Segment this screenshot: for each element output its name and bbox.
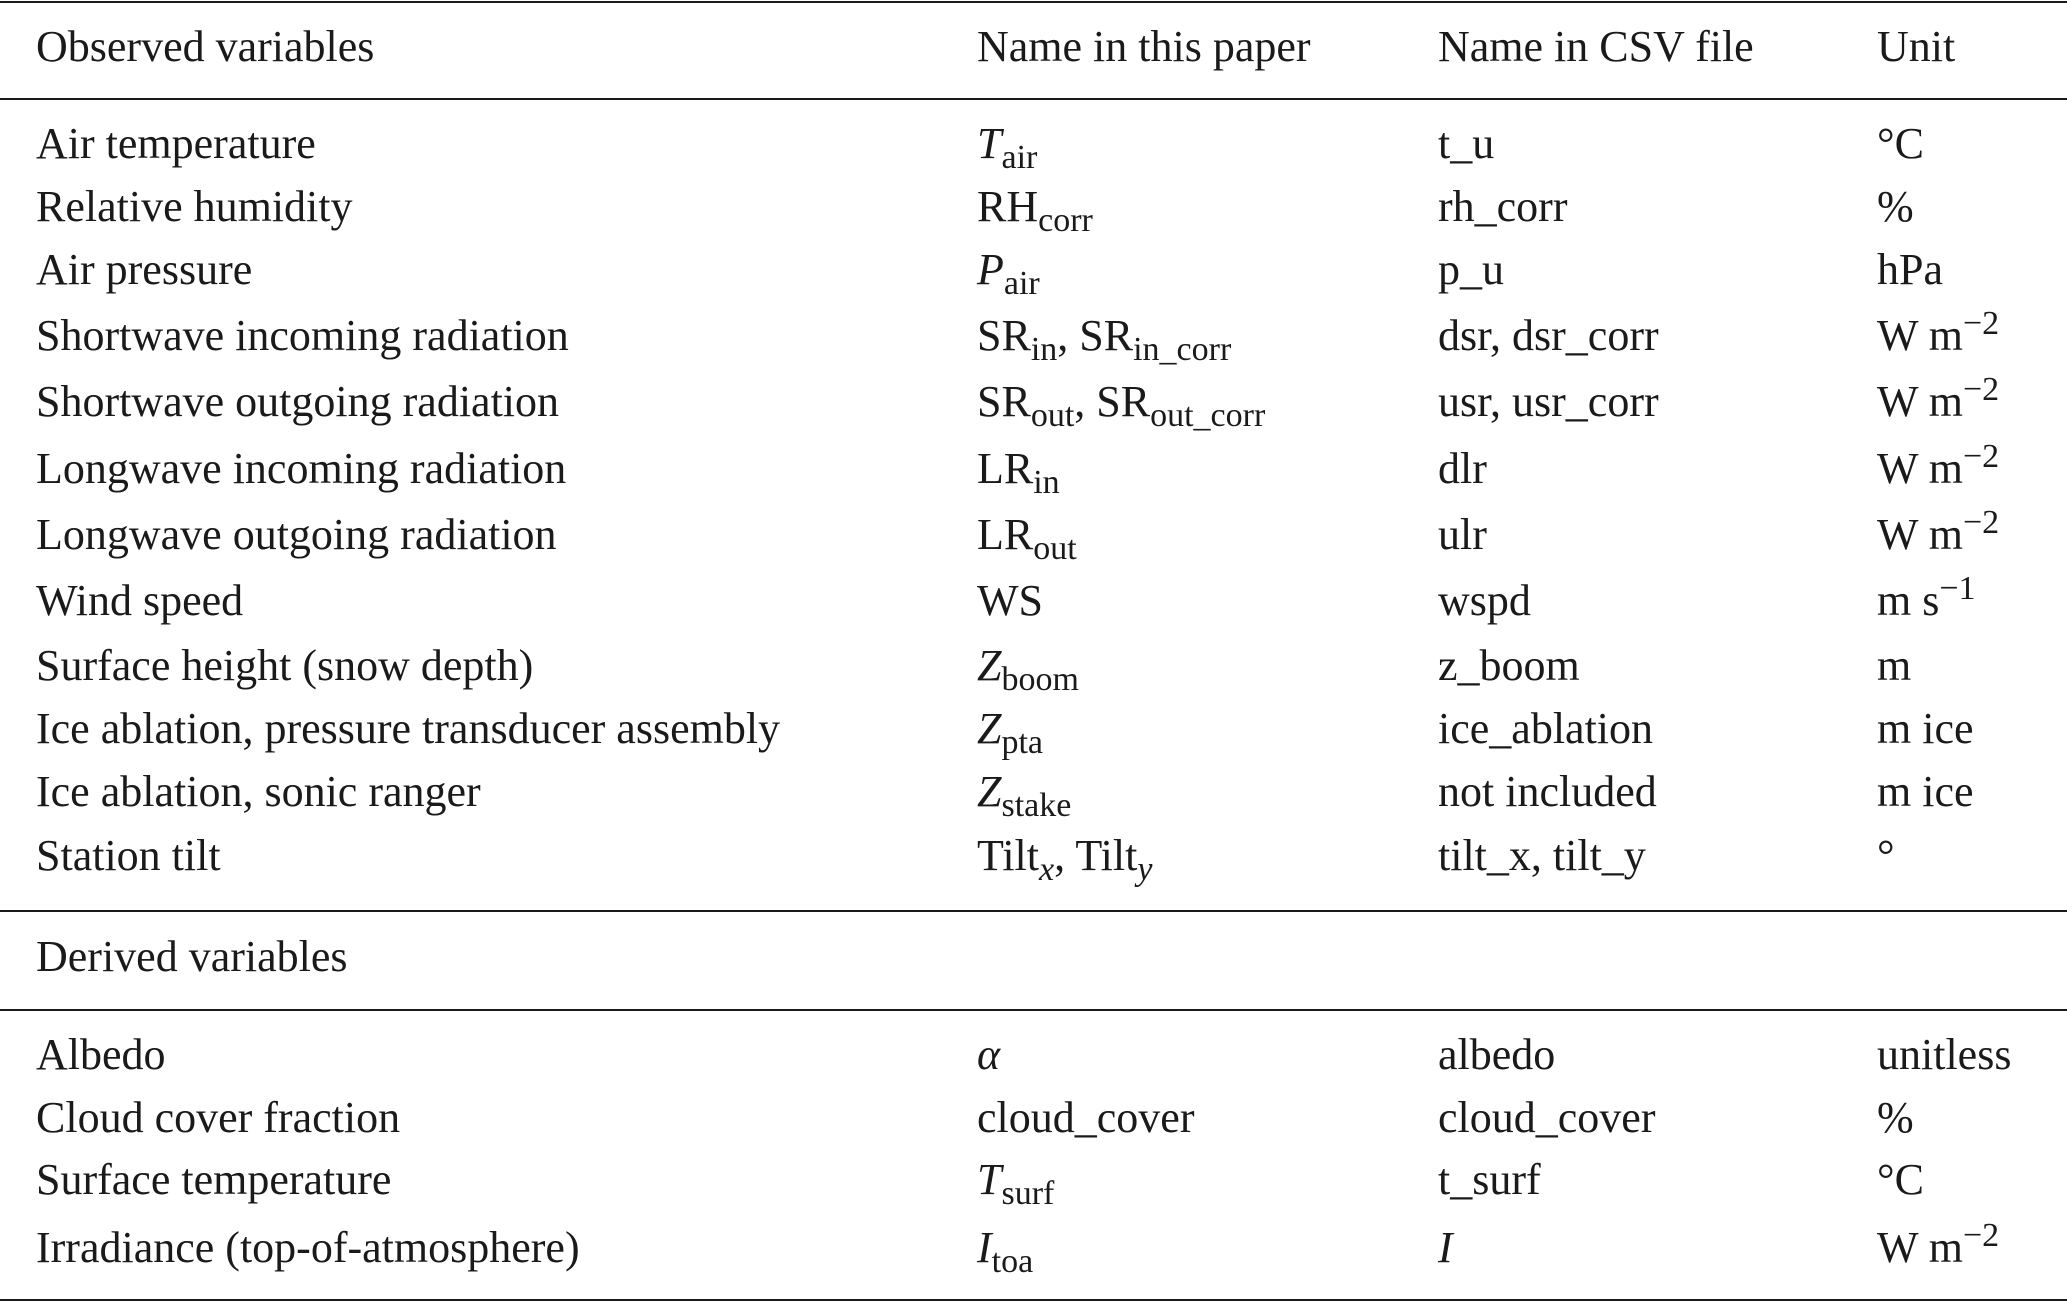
symbol-second: Tilt bbox=[1075, 831, 1138, 880]
paper-symbol bbox=[977, 762, 1071, 822]
csv-name: t_surf bbox=[1438, 1155, 1541, 1204]
unit bbox=[1877, 571, 1976, 631]
table-row bbox=[0, 505, 2067, 565]
unit-exponent: −2 bbox=[1962, 438, 2000, 475]
symbol: I bbox=[977, 1223, 992, 1272]
variable-name: Longwave incoming radiation bbox=[36, 444, 567, 493]
unit-base: W m bbox=[1877, 1223, 1963, 1272]
unit: ° bbox=[1877, 831, 1895, 880]
header-name-in-csv: Name in CSV file bbox=[1438, 22, 1754, 71]
variable-name: Wind speed bbox=[36, 576, 244, 625]
paper-symbol bbox=[977, 240, 1040, 300]
paper-symbol bbox=[977, 699, 1043, 759]
csv-name: cloud_cover bbox=[1438, 1093, 1656, 1142]
variable-name: Ice ablation, pressure transducer assembly bbox=[36, 704, 781, 753]
symbol-separator: , bbox=[1074, 377, 1097, 426]
csv-name: t_u bbox=[1438, 119, 1495, 168]
header-row bbox=[0, 17, 2067, 77]
paper-symbol bbox=[977, 1218, 1033, 1278]
unit: unitless bbox=[1877, 1030, 2012, 1079]
paper-symbol bbox=[977, 636, 1079, 696]
derived-header-rule bbox=[0, 1009, 2067, 1011]
bottom-rule bbox=[0, 1299, 2067, 1301]
paper-symbol bbox=[977, 1088, 1194, 1148]
symbol: LR bbox=[977, 444, 1034, 493]
section-rule bbox=[0, 910, 2067, 912]
symbol-subscript: toa bbox=[991, 1243, 1034, 1280]
variable-name: Relative humidity bbox=[36, 182, 353, 231]
csv-name: wspd bbox=[1438, 576, 1531, 625]
symbol: P bbox=[977, 245, 1004, 294]
table-row bbox=[0, 762, 2067, 822]
derived-header-row bbox=[0, 927, 2067, 987]
symbol-second-subscript: in_corr bbox=[1133, 331, 1232, 368]
variable-name: Ice ablation, sonic ranger bbox=[36, 767, 481, 816]
paper-symbol bbox=[977, 114, 1037, 174]
symbol-second: SR bbox=[1096, 377, 1151, 426]
csv-name: rh_corr bbox=[1438, 182, 1568, 231]
csv-name: not included bbox=[1438, 767, 1657, 816]
table-row bbox=[0, 1025, 2067, 1085]
unit bbox=[1877, 372, 1999, 432]
unit bbox=[1877, 505, 1999, 565]
unit-base: W m bbox=[1877, 444, 1963, 493]
paper-symbol bbox=[977, 439, 1060, 499]
table-row bbox=[0, 306, 2067, 366]
variable-name: Shortwave outgoing radiation bbox=[36, 377, 560, 426]
symbol-subscript: stake bbox=[1001, 787, 1072, 824]
csv-name: I bbox=[1438, 1223, 1453, 1272]
symbol: SR bbox=[977, 311, 1031, 360]
symbol-subscript: in bbox=[1033, 464, 1060, 501]
symbol: SR bbox=[977, 377, 1031, 426]
unit-base: W m bbox=[1877, 377, 1963, 426]
symbol-subscript: air bbox=[1001, 139, 1038, 176]
variable-name: Albedo bbox=[36, 1030, 166, 1079]
unit-exponent: −1 bbox=[1939, 570, 1976, 607]
table-row bbox=[0, 1150, 2067, 1210]
symbol-subscript: x bbox=[1039, 851, 1055, 888]
paper-symbol bbox=[977, 505, 1077, 565]
table-row bbox=[0, 826, 2067, 886]
symbol: Tilt bbox=[977, 831, 1040, 880]
paper-symbol bbox=[977, 177, 1093, 237]
csv-name: dlr bbox=[1438, 444, 1487, 493]
header-derived-variables: Derived variables bbox=[36, 932, 348, 981]
symbol: LR bbox=[977, 510, 1034, 559]
paper-symbol bbox=[977, 306, 1231, 366]
table-row bbox=[0, 699, 2067, 759]
table-row bbox=[0, 571, 2067, 631]
top-rule bbox=[0, 1, 2067, 3]
variable-name: Air temperature bbox=[36, 119, 316, 168]
symbol: WS bbox=[977, 576, 1043, 625]
symbol-subscript: pta bbox=[1001, 724, 1044, 761]
csv-name: albedo bbox=[1438, 1030, 1556, 1079]
variable-name: Longwave outgoing radiation bbox=[36, 510, 557, 559]
symbol-second-subscript: y bbox=[1137, 851, 1153, 888]
unit bbox=[1877, 439, 1999, 499]
unit-exponent: −2 bbox=[1962, 371, 2000, 408]
unit-base: m s bbox=[1877, 576, 1940, 625]
table-row bbox=[0, 439, 2067, 499]
table-row bbox=[0, 372, 2067, 432]
table-row bbox=[0, 240, 2067, 300]
csv-name: usr, usr_corr bbox=[1438, 377, 1659, 426]
table-row bbox=[0, 1088, 2067, 1148]
unit bbox=[1877, 1218, 1999, 1278]
symbol: cloud_cover bbox=[977, 1093, 1195, 1142]
symbol: T bbox=[977, 119, 1002, 168]
unit-exponent: −2 bbox=[1962, 305, 2000, 342]
csv-name: ice_ablation bbox=[1438, 704, 1654, 753]
csv-name: ulr bbox=[1438, 510, 1487, 559]
symbol-subscript: boom bbox=[1001, 661, 1079, 698]
header-observed-variables: Observed variables bbox=[36, 22, 375, 71]
unit: m ice bbox=[1877, 767, 1974, 816]
unit: % bbox=[1877, 1093, 1914, 1142]
table-row bbox=[0, 1218, 2067, 1278]
header-rule bbox=[0, 98, 2067, 100]
symbol-subscript: corr bbox=[1038, 202, 1093, 239]
variable-name: Shortwave incoming radiation bbox=[36, 311, 569, 360]
symbol-second-subscript: out_corr bbox=[1150, 397, 1266, 434]
symbol-separator: , bbox=[1057, 311, 1080, 360]
variable-name: Station tilt bbox=[36, 831, 221, 880]
variable-name: Surface temperature bbox=[36, 1155, 392, 1204]
unit bbox=[1877, 306, 1999, 366]
variable-name: Air pressure bbox=[36, 245, 253, 294]
symbol: Z bbox=[977, 767, 1002, 816]
symbol-second: SR bbox=[1079, 311, 1134, 360]
paper-symbol bbox=[977, 571, 1043, 631]
csv-name: dsr, dsr_corr bbox=[1438, 311, 1659, 360]
symbol: α bbox=[977, 1030, 1001, 1079]
unit-base: W m bbox=[1877, 510, 1963, 559]
symbol: Z bbox=[977, 704, 1002, 753]
header-name-in-paper: Name in this paper bbox=[977, 22, 1311, 71]
unit: % bbox=[1877, 182, 1914, 231]
symbol-subscript: in bbox=[1030, 331, 1058, 368]
symbol-subscript: surf bbox=[1001, 1175, 1055, 1212]
unit: °C bbox=[1877, 1155, 1924, 1204]
symbol-subscript: air bbox=[1003, 265, 1040, 302]
table-row bbox=[0, 177, 2067, 237]
paper-symbol bbox=[977, 1150, 1054, 1210]
paper-symbol bbox=[977, 826, 1152, 886]
symbol-subscript: out bbox=[1030, 397, 1075, 434]
paper-symbol bbox=[977, 1025, 1000, 1085]
unit: hPa bbox=[1877, 245, 1943, 294]
paper-symbol bbox=[977, 372, 1265, 432]
symbol: T bbox=[977, 1155, 1002, 1204]
csv-name: p_u bbox=[1438, 245, 1504, 294]
header-unit: Unit bbox=[1877, 22, 1956, 71]
table-row bbox=[0, 114, 2067, 174]
variable-name: Irradiance (top-of-atmosphere) bbox=[36, 1223, 580, 1272]
variable-name: Surface height (snow depth) bbox=[36, 641, 534, 690]
unit: m ice bbox=[1877, 704, 1974, 753]
csv-name: z_boom bbox=[1438, 641, 1580, 690]
variable-name: Cloud cover fraction bbox=[36, 1093, 401, 1142]
unit-base: W m bbox=[1877, 311, 1963, 360]
unit: °C bbox=[1877, 119, 1924, 168]
unit: m bbox=[1877, 641, 1912, 690]
symbol-subscript: out bbox=[1033, 530, 1077, 567]
symbol-separator: , bbox=[1054, 831, 1076, 880]
unit-exponent: −2 bbox=[1962, 1217, 2000, 1254]
table-row bbox=[0, 636, 2067, 696]
symbol: Z bbox=[977, 641, 1002, 690]
csv-name: tilt_x, tilt_y bbox=[1438, 831, 1646, 880]
symbol: RH bbox=[977, 182, 1039, 231]
unit-exponent: −2 bbox=[1962, 504, 2000, 541]
